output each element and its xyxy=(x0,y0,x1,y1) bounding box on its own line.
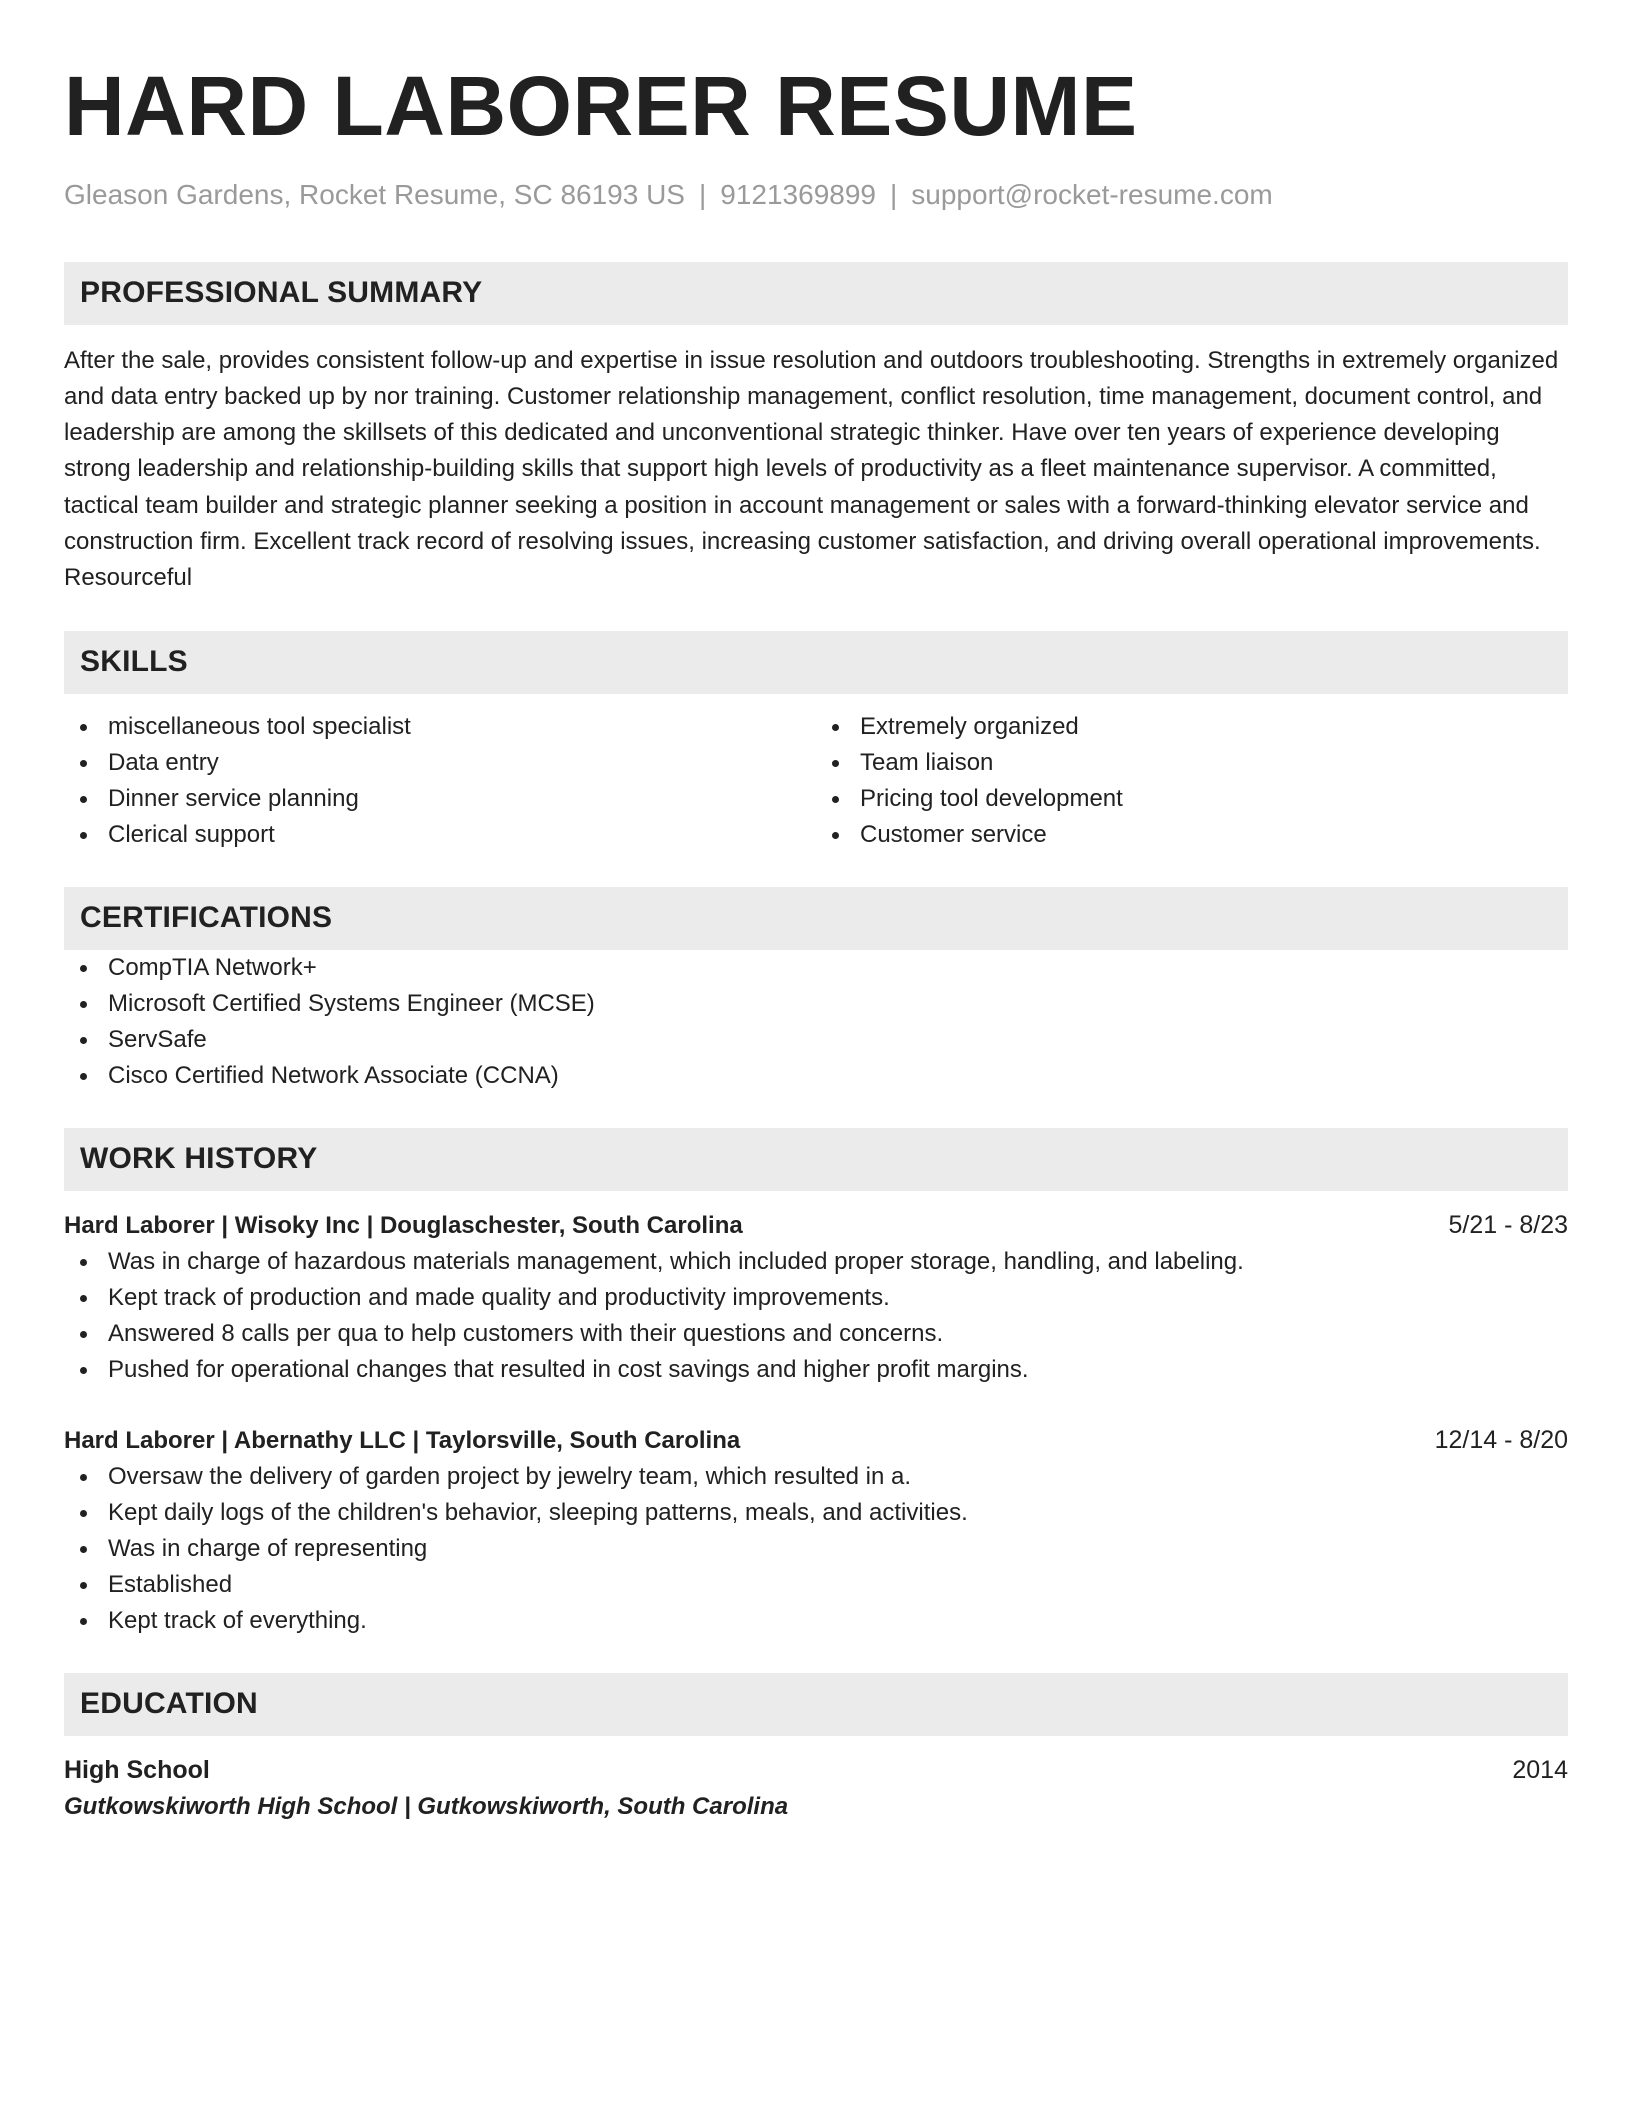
contact-address: Gleason Gardens, Rocket Resume, SC 86193 US xyxy=(64,179,685,210)
skill-item: Pricing tool development xyxy=(816,781,1568,817)
job-header xyxy=(64,1422,1568,1459)
education-school: Gutkowskiworth High School | Gutkowskiworth, South Carolina xyxy=(64,1792,789,1820)
job-dates: 5/21 - 8/23 xyxy=(1448,1210,1568,1239)
skills-list-left xyxy=(64,709,816,853)
work-history-heading: WORK HISTORY xyxy=(64,1128,1568,1191)
contact-phone: 9121369899 xyxy=(720,179,876,210)
skill-item: Team liaison xyxy=(816,745,1568,781)
contact-line xyxy=(64,178,1568,212)
summary-heading: PROFESSIONAL SUMMARY xyxy=(64,262,1568,325)
job-dates: 12/14 - 8/20 xyxy=(1434,1425,1568,1454)
job-bullet: Was in charge of hazardous materials management, which included proper storage, handling, and labeling. xyxy=(64,1244,1568,1280)
job-bullet: Established xyxy=(64,1567,1568,1603)
job-bullet: Answered 8 calls per qua to help customers with their questions and concerns. xyxy=(64,1316,1568,1352)
certification-item: Cisco Certified Network Associate (CCNA) xyxy=(64,1058,1568,1094)
skill-item: miscellaneous tool specialist xyxy=(64,709,816,745)
contact-separator: | xyxy=(698,179,707,210)
skills-column-left xyxy=(64,709,816,853)
resume-title: HARD LABORER RESUME xyxy=(64,59,1138,153)
job-bullets xyxy=(64,1244,1568,1388)
job-bullet: Kept daily logs of the children's behavior, sleeping patterns, meals, and activities. xyxy=(64,1495,1568,1531)
skill-item: Extremely organized xyxy=(816,709,1568,745)
certification-item: ServSafe xyxy=(64,1022,1568,1058)
job-bullets xyxy=(64,1459,1568,1639)
certifications-list xyxy=(64,950,1568,1094)
job-header xyxy=(64,1207,1568,1244)
job-bullet: Kept track of everything. xyxy=(64,1603,1568,1639)
job-bullet: Kept track of production and made quality and productivity improvements. xyxy=(64,1280,1568,1316)
skill-item: Customer service xyxy=(816,817,1568,853)
skill-item: Clerical support xyxy=(64,817,816,853)
certification-item: Microsoft Certified Systems Engineer (MCSE) xyxy=(64,986,1568,1022)
certifications-heading: CERTIFICATIONS xyxy=(64,887,1568,950)
skills-heading: SKILLS xyxy=(64,631,1568,694)
job-bullet: Was in charge of representing xyxy=(64,1531,1568,1567)
job-bullet: Pushed for operational changes that resulted in cost savings and higher profit margins. xyxy=(64,1352,1568,1388)
job-bullet: Oversaw the delivery of garden project by jewelry team, which resulted in a. xyxy=(64,1459,1568,1495)
skills-grid xyxy=(64,709,1568,853)
job-title: Hard Laborer | Abernathy LLC | Taylorsville, South Carolina xyxy=(64,1426,741,1454)
skills-list-right xyxy=(816,709,1568,853)
contact-separator: | xyxy=(890,179,898,210)
education-heading: EDUCATION xyxy=(64,1673,1568,1736)
skills-column-right xyxy=(816,709,1568,853)
certification-item: CompTIA Network+ xyxy=(64,950,1568,986)
job-title: Hard Laborer | Wisoky Inc | Douglaschester, South Carolina xyxy=(64,1211,743,1239)
skill-item: Dinner service planning xyxy=(64,781,816,817)
contact-email[interactable]: support@rocket-resume.com xyxy=(911,179,1273,210)
education-header xyxy=(64,1752,1568,1788)
education-year: 2014 xyxy=(1512,1755,1568,1784)
summary-text: After the sale, provides consistent follow-up and expertise in issue resolution and outdoors troubleshooting. Strengths in extremely organized and data entry backed up by nor training. Customer relationship management, conflict resolution, time management, document control, and leadership are among the skillsets of this dedicated and unconventional strategic thinker. Have over ten years of experience developing strong leadership and relationship-building skills that support high levels of productivity as a fleet maintenance supervisor. A committed, tactical team builder and strategic planner seeking a position in account management or sales with a forward-thinking elevator service and construction firm. Excellent track record of resolving issues, increasing customer satisfaction, and driving overall operational improvements. Resourceful xyxy=(64,346,1559,592)
skill-item: Data entry xyxy=(64,745,816,781)
education-degree: High School xyxy=(64,1755,210,1784)
